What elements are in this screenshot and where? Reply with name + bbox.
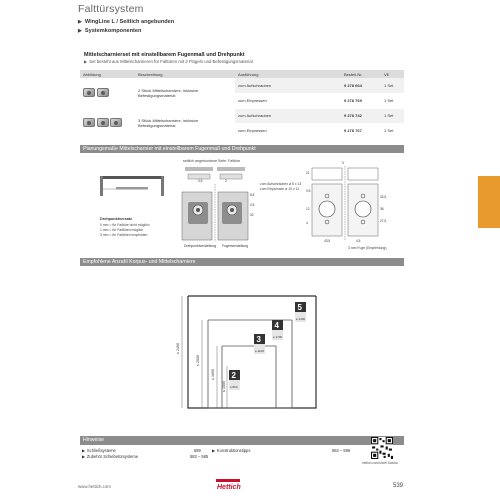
badge-value: ≤ 1700 [273, 335, 283, 339]
hint-link-schliesssysteme[interactable] [82, 448, 116, 453]
dim-label: 9,5 [306, 189, 311, 193]
column-header: Ausführung [235, 70, 341, 78]
execution-cell: zum Einpressen [235, 123, 341, 138]
page-title: Falttürsystem [78, 3, 144, 15]
dim-label: 21 [306, 171, 310, 175]
dim-label: 8,5 [250, 193, 255, 197]
qr-code-icon[interactable] [371, 437, 393, 459]
badge-4 [272, 320, 283, 340]
section-header-count: Empfohlene Anzahl Korpus- und Mittelscharniere [80, 258, 404, 266]
triangle-right-icon: ▶ [84, 59, 88, 64]
badge-5 [295, 302, 306, 322]
product-title: Mittelscharnierset mit einstellbarem Fugenmaß und Drehpunkt [84, 52, 245, 58]
badge-count: 4 [274, 321, 279, 330]
product-image-cell [80, 78, 135, 108]
joint-line: 3 mm = für Falttüren empfohlen [100, 233, 148, 237]
door-label: Falttüre [228, 159, 241, 163]
left-caption: Drehpunktverstellung [184, 244, 217, 248]
planning-drawing [80, 154, 404, 254]
triangle-right-icon: ▶ [78, 28, 82, 34]
drilling-template [306, 161, 386, 250]
dim-label: 27,5 [380, 219, 387, 223]
hinge-set-3-image [83, 118, 122, 127]
height-label: ≤ 2400 [176, 343, 180, 354]
mount-label: zum Aufschrauben ø 5 x 13 [260, 182, 302, 186]
hint-pages: 583 – 585 [190, 454, 209, 459]
dim-label: 4 [306, 221, 308, 225]
product-description: 2 Stück Mittelscharniere, inklusive Befestigungsmaterial [135, 78, 235, 108]
product-subtitle: ▶ Set besteht aus Mittelscharnieren für Falttüren mit 2 Flügeln und Befestigungsmaterial [84, 59, 253, 64]
height-dimensions [176, 296, 227, 408]
section-header-planning: Planungsmaße Mittelscharnier mit einstellbarem Fugenmaß und Drehpunkt [80, 145, 404, 153]
table-row [80, 78, 404, 93]
hettich-logo [213, 479, 243, 490]
packing-unit: 1 Set [381, 93, 404, 108]
height-label: ≤ 1000 [222, 381, 226, 392]
column-header: Beschreibung [135, 70, 235, 78]
hint-label: Schließsysteme [86, 448, 116, 453]
badge-value: ≤ 1100 [255, 349, 264, 353]
joint-line: 0 mm = für Falttüre nicht möglich [100, 223, 150, 227]
cabinet-sketch [100, 176, 164, 196]
right-caption: Fugenverstellung [222, 244, 249, 248]
breadcrumb-label: WingLine L / Seitlich angebunden [84, 19, 175, 25]
hinge-count-diagram [80, 266, 404, 432]
product-table [80, 70, 404, 139]
dim-label: 43,5 [324, 239, 331, 243]
height-label: ≤ 2000 [196, 355, 200, 366]
qr-caption: hettich.com/short/ 8cddcc [362, 461, 399, 465]
badge-2 [229, 370, 240, 390]
cabinet-top-panel [100, 176, 164, 179]
product-image-cell [80, 108, 135, 138]
joint-note [100, 217, 150, 237]
cabinet-right-panel [161, 176, 164, 196]
footer-url-link[interactable]: www.hettich.com [78, 484, 111, 489]
hinge-set-2-image [83, 88, 109, 97]
table-row [80, 108, 404, 123]
triangle-right-icon: ▶ [78, 19, 82, 25]
hint-pages: 584 – 596 [332, 448, 351, 453]
execution-cell: zum Aufschrauben [235, 78, 341, 93]
dim-label: 4,5 [356, 239, 361, 243]
hint-label: Zubehör Schiebetürsysteme [86, 454, 139, 459]
page-number: 539 [393, 483, 404, 489]
breadcrumb-item-systemkomponenten[interactable] [78, 28, 141, 34]
triangle-right-icon: ▶ [82, 455, 85, 459]
direction-label: seitlich angebundene Seite [183, 159, 227, 163]
packing-unit: 1 Set [381, 123, 404, 138]
section-header-hints: Hinweise [80, 436, 404, 445]
joint-title: Drehpunktversatz [100, 217, 133, 221]
dim-label: 3,5 [198, 179, 203, 183]
execution-cell: zum Aufschrauben [235, 108, 341, 123]
height-label: ≤ 1600 [211, 369, 215, 380]
packing-unit: 1 Set [381, 78, 404, 93]
hinge-image [97, 88, 109, 97]
chapter-tab [478, 176, 500, 228]
dim-label: 12 [306, 207, 310, 211]
hint-label: Konstruktionstipps [216, 448, 251, 453]
gap-note: 3 mm Fuge (Empfehlung) [348, 246, 387, 250]
hint-link-zubehoer[interactable] [82, 454, 138, 459]
order-number[interactable]: 9 278 742 [341, 108, 381, 123]
column-header: VE [381, 70, 404, 78]
hinge-image [83, 118, 95, 127]
badge-3 [254, 334, 265, 354]
badge-value: ≤ 2400 [296, 317, 306, 321]
table-header-row [80, 70, 404, 78]
badge-value: ≤ 800 [230, 385, 238, 389]
execution-cell: zum Einpressen [235, 93, 341, 108]
dim-label: 2 [225, 179, 227, 183]
column-header: Bestell-Nr. [341, 70, 381, 78]
order-number[interactable]: 9 278 664 [341, 78, 381, 93]
badge-count: 5 [297, 303, 302, 312]
product-description: 3 Stück Mittelscharniere, inklusive Befestigungsmaterial [135, 108, 235, 138]
hinge-drawing [182, 159, 255, 248]
hinge-image [97, 118, 109, 127]
breadcrumb-label: Systemkomponenten [84, 28, 142, 34]
mount-label: zum Einpressen ø 10 x 11 [260, 187, 300, 191]
cabinet-door-panel [116, 187, 148, 190]
joint-line: 1 mm = für Falttüren möglich [100, 228, 144, 232]
dim-label: 32 [250, 213, 254, 217]
hinge-image [110, 118, 122, 127]
dim-label: 36 [380, 207, 384, 211]
hint-link-konstruktionstipps[interactable] [212, 448, 250, 453]
triangle-right-icon: ▶ [212, 449, 215, 453]
hint-pages: 589 [194, 448, 201, 453]
badge-count: 2 [231, 371, 236, 380]
hinge-image [83, 88, 95, 97]
order-number[interactable]: 9 278 769 [341, 93, 381, 108]
breadcrumb-item-wingline[interactable] [78, 19, 174, 25]
dim-label: 0,5 [250, 203, 255, 207]
dim-label: 32,5 [380, 195, 387, 199]
cabinet-left-panel [100, 176, 103, 196]
order-number[interactable]: 9 278 767 [341, 123, 381, 138]
logo-text: Hettich [217, 484, 241, 490]
packing-unit: 1 Set [381, 108, 404, 123]
dim-label: 3 [342, 161, 344, 165]
badge-count: 3 [256, 335, 261, 344]
column-header: Abbildung [80, 70, 135, 78]
triangle-right-icon: ▶ [82, 449, 85, 453]
